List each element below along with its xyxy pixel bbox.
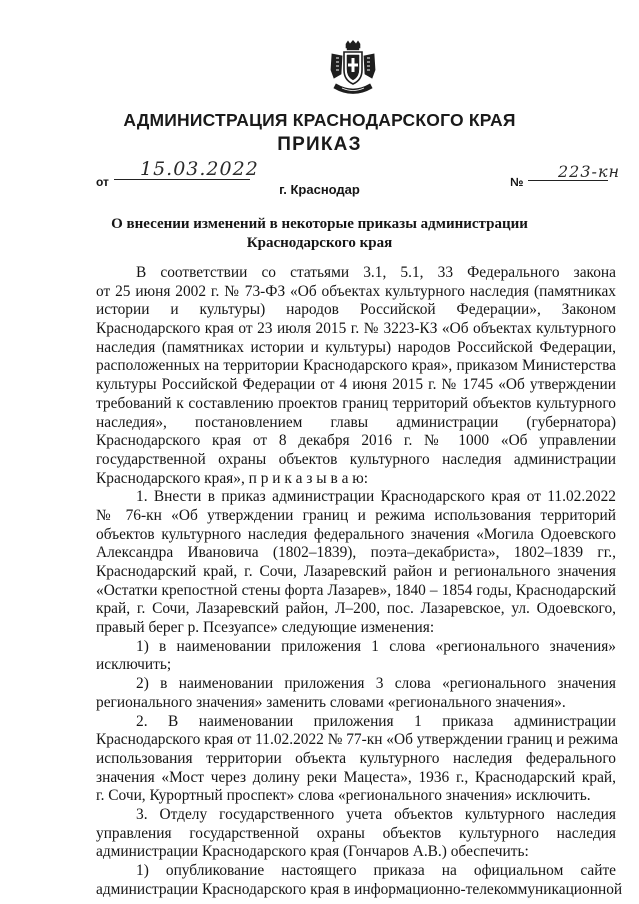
body-line: № 76-кн «Об утверждении границ и режима использования территорий	[96, 506, 616, 524]
handwritten-number: 223-кн	[558, 162, 621, 181]
body-line: Александра Ивановича (1802–1839), поэта–декабриста», 1802–1839 гг.,	[96, 544, 616, 562]
body-line: управления государственной охраны объектов культурного наследия	[96, 824, 616, 842]
body-line: культуры Российской Федерации от 4 июня 2015 г. № 1745 «Об утверждении	[96, 376, 616, 394]
body-line: 1) в наименовании приложения 1 слова «регионального значения»	[136, 637, 616, 655]
body-line: 2) в наименовании приложения 3 слова «регионального значения	[136, 675, 616, 693]
document-title-line-1: О внесении изменений в некоторые приказы администрации	[111, 216, 528, 232]
body-line: «Остатки крепостной стены форта Лазарев», 1840 – 1854 годы, Краснодарский	[96, 581, 616, 599]
body-line: администрации Краснодарского края (Гончаров А.В.) обеспечить:	[96, 843, 529, 861]
body-line: требований к составлению проектов границ территорий объектов культурного	[96, 394, 616, 412]
date-underline	[114, 179, 250, 180]
body-line: расположенных на территории Краснодарского края», приказом Министерства	[96, 357, 616, 375]
body-line: использования территории объекта культурного наследия федерального	[96, 749, 616, 767]
body-line: край, г. Сочи, Лазаревский район, Л–200, пос. Лазаревское, ул. Одоевского,	[96, 600, 616, 618]
body-line: государственной охраны объектов культурного наследия администрации	[96, 450, 616, 468]
body-line: истории и культуры) народов Российской Федерации», Законом	[96, 301, 616, 319]
coat-of-arms-emblem	[328, 40, 378, 100]
body-line: 1. Внести в приказ администрации Краснодарского края от 11.02.2022	[136, 488, 616, 506]
body-line: Краснодарского края от 11.02.2022 № 77-кн «Об утверждении границ и режима	[96, 731, 619, 749]
number-prefix: №	[510, 175, 524, 189]
body-line: регионального значения» заменить словами «регионального значения».	[96, 693, 566, 711]
date-prefix: от	[96, 175, 109, 189]
number-underline	[528, 180, 608, 181]
document-body	[96, 264, 623, 899]
document-title-line-2: Краснодарского края	[246, 234, 393, 251]
document-type: ПРИКАЗ	[277, 134, 362, 155]
body-line: исключить;	[96, 656, 172, 674]
body-line: правый берег р. Псезуапсе» следующие изменения:	[96, 619, 435, 637]
body-line: Краснодарского края от 8 декабря 2016 г. № 1000 «Об управлении	[96, 432, 616, 450]
body-line: наследия (памятниках истории и культуры) народов Российской Федерации,	[96, 338, 616, 356]
organization-name: АДМИНИСТРАЦИЯ КРАСНОДАРСКОГО КРАЯ	[123, 110, 516, 130]
body-line: 2. В наименовании приложения 1 приказа администрации	[136, 712, 616, 730]
body-line: Краснодарского края от 23 июля 2015 г. № 3223-КЗ «Об объектах культурного	[96, 320, 616, 338]
body-line: г. Сочи, Курортный проспект» слова «регионального значения» исключить.	[96, 787, 591, 805]
body-line: наследия», постановлением главы администрации (губернатора)	[96, 413, 616, 431]
body-line: 1) опубликование настоящего приказа на официальном сайте	[136, 862, 616, 879]
body-line: значения «Мост через долину реки Мацеста», 1936 г., Краснодарский край,	[96, 768, 616, 786]
city-label: г. Краснодар	[279, 182, 360, 197]
body-line: В соответствии со статьями 3.1, 5.1, 33 Федерального закона	[136, 264, 616, 281]
body-line: 3. Отделу государственного учета объектов культурного наследия	[136, 805, 616, 823]
handwritten-date: 15.03.2022	[140, 158, 259, 180]
body-line: объектов культурного наследия федерального значения «Могила Одоевского	[96, 525, 616, 543]
body-line: Краснодарского края», п р и к а з ы в а ю:	[96, 469, 369, 487]
body-line: от 25 июня 2002 г. № 73-ФЗ «Об объектах культурного наследия (памятниках	[96, 282, 616, 300]
body-line: Краснодарский край, г. Сочи, Лазаревский район и регионального значения	[96, 563, 616, 580]
body-line: администрации Краснодарского края в информационно-телекоммуникационной	[96, 880, 623, 898]
